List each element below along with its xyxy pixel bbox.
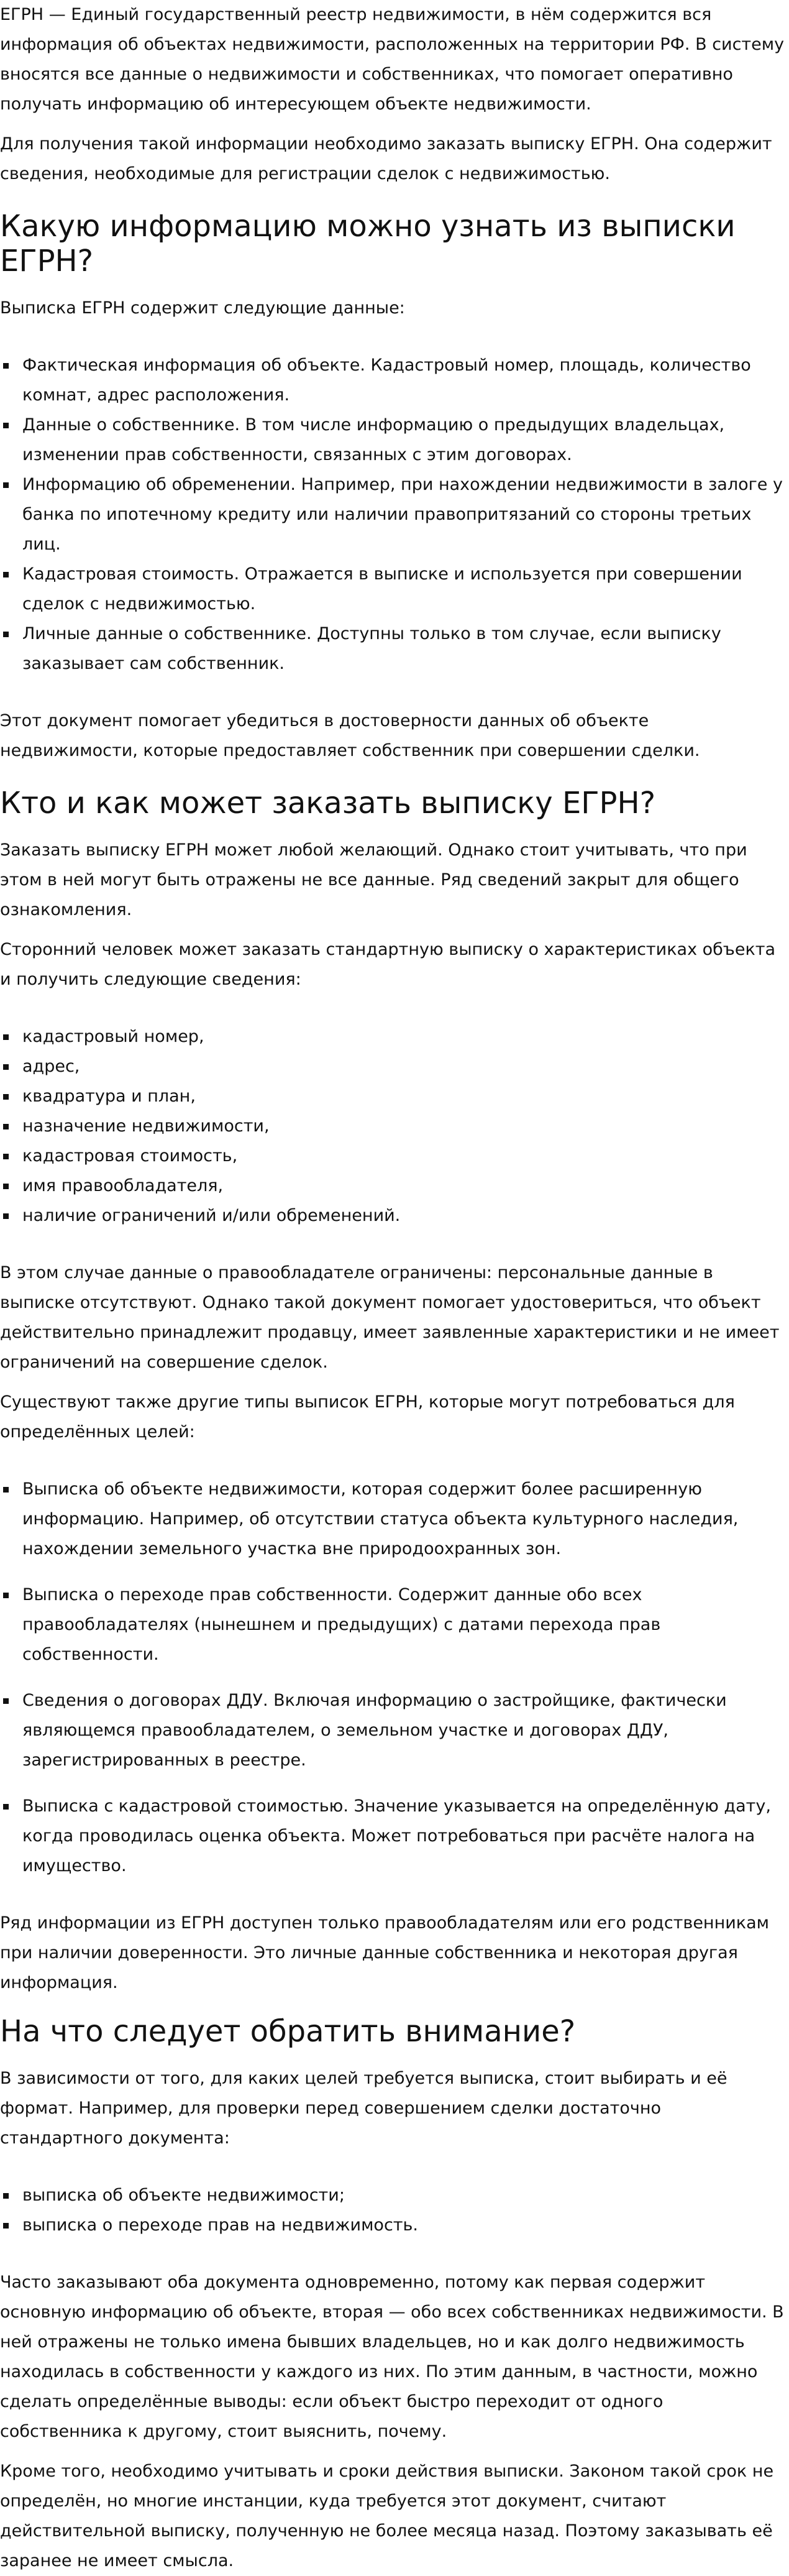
bullet-icon [3, 1124, 9, 1129]
attention-paragraph-2: Часто заказывают оба документа одновременно, потому как первая содержит основную информацию об объекте, вторая — обо всех собственниках недвижимости. В ней отражены не только имена бывших владельцев, но и как долго недвижимость находилась в собственности у каждого из них. По этим данным, в частности, можно сделать определённые выводы: если объект быстро переходит от одного собственника к другому, стоит выяснить, почему. [0, 2273, 784, 2441]
list-item: кадастровый номер, [0, 1022, 789, 1052]
section-heading-attention: На что следует обратить внимание? [0, 2014, 576, 2049]
order-paragraph-4: Существуют также другие типы выписок ЕГРН, которые могут потребоваться для определённых целей: [0, 1392, 735, 1442]
list-item: Личные данные о собственнике. Доступны только в том случае, если выписку заказывает сам собственник. [0, 619, 789, 679]
bullet-icon [3, 1034, 9, 1040]
recommended-docs-list [0, 2181, 789, 2240]
bullet-icon [3, 1487, 9, 1493]
order-paragraph-1: Заказать выписку ЕГРН может любой желающий. Однако стоит учитывать, что при этом в ней могут быть отражены не все данные. Ряд сведений закрыт для общего ознакомления. [0, 840, 747, 919]
bullet-icon [3, 1184, 9, 1189]
list-item: выписка об объекте недвижимости; [0, 2181, 789, 2210]
bullet-icon [3, 1698, 9, 1704]
bullet-icon [3, 363, 9, 369]
bullet-icon [3, 1154, 9, 1159]
info-closing: Этот документ помогает убедиться в достоверности данных об объекте недвижимости, которые предоставляет собственник при совершении сделки. [0, 711, 700, 760]
list-item: кадастровая стоимость, [0, 1141, 789, 1171]
list-item: адрес, [0, 1052, 789, 1082]
bullet-icon [3, 1593, 9, 1598]
list-item: квадратура и план, [0, 1082, 789, 1111]
info-lead: Выписка ЕГРН содержит следующие данные: [0, 298, 405, 318]
extract-types-list [0, 1474, 789, 1881]
bullet-icon [3, 423, 9, 428]
section-heading-info: Какую информацию можно узнать из выписки ЕГРН? [0, 209, 736, 278]
bullet-icon [3, 1804, 9, 1810]
standard-fields-list [0, 1022, 789, 1231]
bullet-icon [3, 482, 9, 488]
list-item: Данные о собственнике. В том числе информацию о предыдущих владельцах, изменении прав собственности, связанных с этим договорах. [0, 410, 789, 470]
info-list [0, 351, 789, 679]
attention-paragraph-3: Кроме того, необходимо учитывать и сроки действия выписки. Законом такой срок не определён, но многие инстанции, куда требуется этот документ, считают действительной выписку, полученную не более месяца назад. Поэтому заказывать её заранее не имеет смысла. [0, 2462, 774, 2570]
bullet-icon [3, 1094, 9, 1100]
list-item: Выписка с кадастровой стоимостью. Значение указывается на определённую дату, когда проводилась оценка объекта. Может потребоваться при расчёте налога на имущество. [0, 1792, 789, 1881]
bullet-icon [3, 1064, 9, 1070]
bullet-icon [3, 1213, 9, 1219]
list-item: Информацию об обременении. Например, при нахождении недвижимости в залоге у банка по ипотечному кредиту или наличии правопритязаний со стороны третьих лиц. [0, 470, 789, 559]
list-item: назначение недвижимости, [0, 1111, 789, 1141]
intro-paragraph-1: ЕГРН — Единый государственный реестр недвижимости, в нём содержится вся информация об объектах недвижимости, расположенных на территории РФ. В систему вносятся все данные о недвижимости и собственниках, что помогает оперативно получать информацию об интересующем объекте недвижимости. [0, 5, 785, 114]
order-paragraph-5: Ряд информации из ЕГРН доступен только правообладателям или его родственникам при наличии доверенности. Это личные данные собственника и некоторая другая информация. [0, 1913, 770, 1992]
bullet-icon [3, 2223, 9, 2229]
bullet-icon [3, 572, 9, 577]
list-item: Кадастровая стоимость. Отражается в выписке и используется при совершении сделок с недвижимостью. [0, 559, 789, 619]
bullet-icon [3, 2193, 9, 2199]
list-item: имя правообладателя, [0, 1171, 789, 1201]
order-paragraph-3: В этом случае данные о правообладателе ограничены: персональные данные в выписке отсутствуют. Однако такой документ помогает удостовериться, что объект действительно принадлежит продавцу, имеет заявленные характеристики и не имеет ограничений на совершение сделок. [0, 1263, 780, 1372]
section-heading-order: Кто и как может заказать выписку ЕГРН? [0, 786, 656, 821]
list-item: наличие ограничений и/или обременений. [0, 1201, 789, 1231]
intro-paragraph-2: Для получения такой информации необходимо заказать выписку ЕГРН. Она содержит сведения, необходимые для регистрации сделок с недвижимостью. [0, 134, 772, 183]
list-item: Выписка о переходе прав собственности. Содержит данные обо всех правообладателях (нынешнем и предыдущих) с датами перехода прав собственности. [0, 1580, 789, 1670]
list-item: Сведения о договорах ДДУ. Включая информацию о застройщике, фактически являющемся правообладателем, о земельном участке и договорах ДДУ, зарегистрированных в реестре. [0, 1686, 789, 1775]
list-item: Выписка об объекте недвижимости, которая содержит более расширенную информацию. Например, об отсутствии статуса объекта культурного наследия, нахождении земельного участка вне природоохранных зон. [0, 1474, 789, 1564]
bullet-icon [3, 632, 9, 637]
list-item: выписка о переходе прав на недвижимость. [0, 2210, 789, 2240]
list-item: Фактическая информация об объекте. Кадастровый номер, площадь, количество комнат, адрес расположения. [0, 351, 789, 410]
order-paragraph-2: Сторонний человек может заказать стандартную выписку о характеристиках объекта и получить следующие сведения: [0, 940, 776, 989]
attention-paragraph-1: В зависимости от того, для каких целей требуется выписка, стоит выбирать и её формат. Например, для проверки перед совершением сделки достаточно стандартного документа: [0, 2069, 727, 2148]
